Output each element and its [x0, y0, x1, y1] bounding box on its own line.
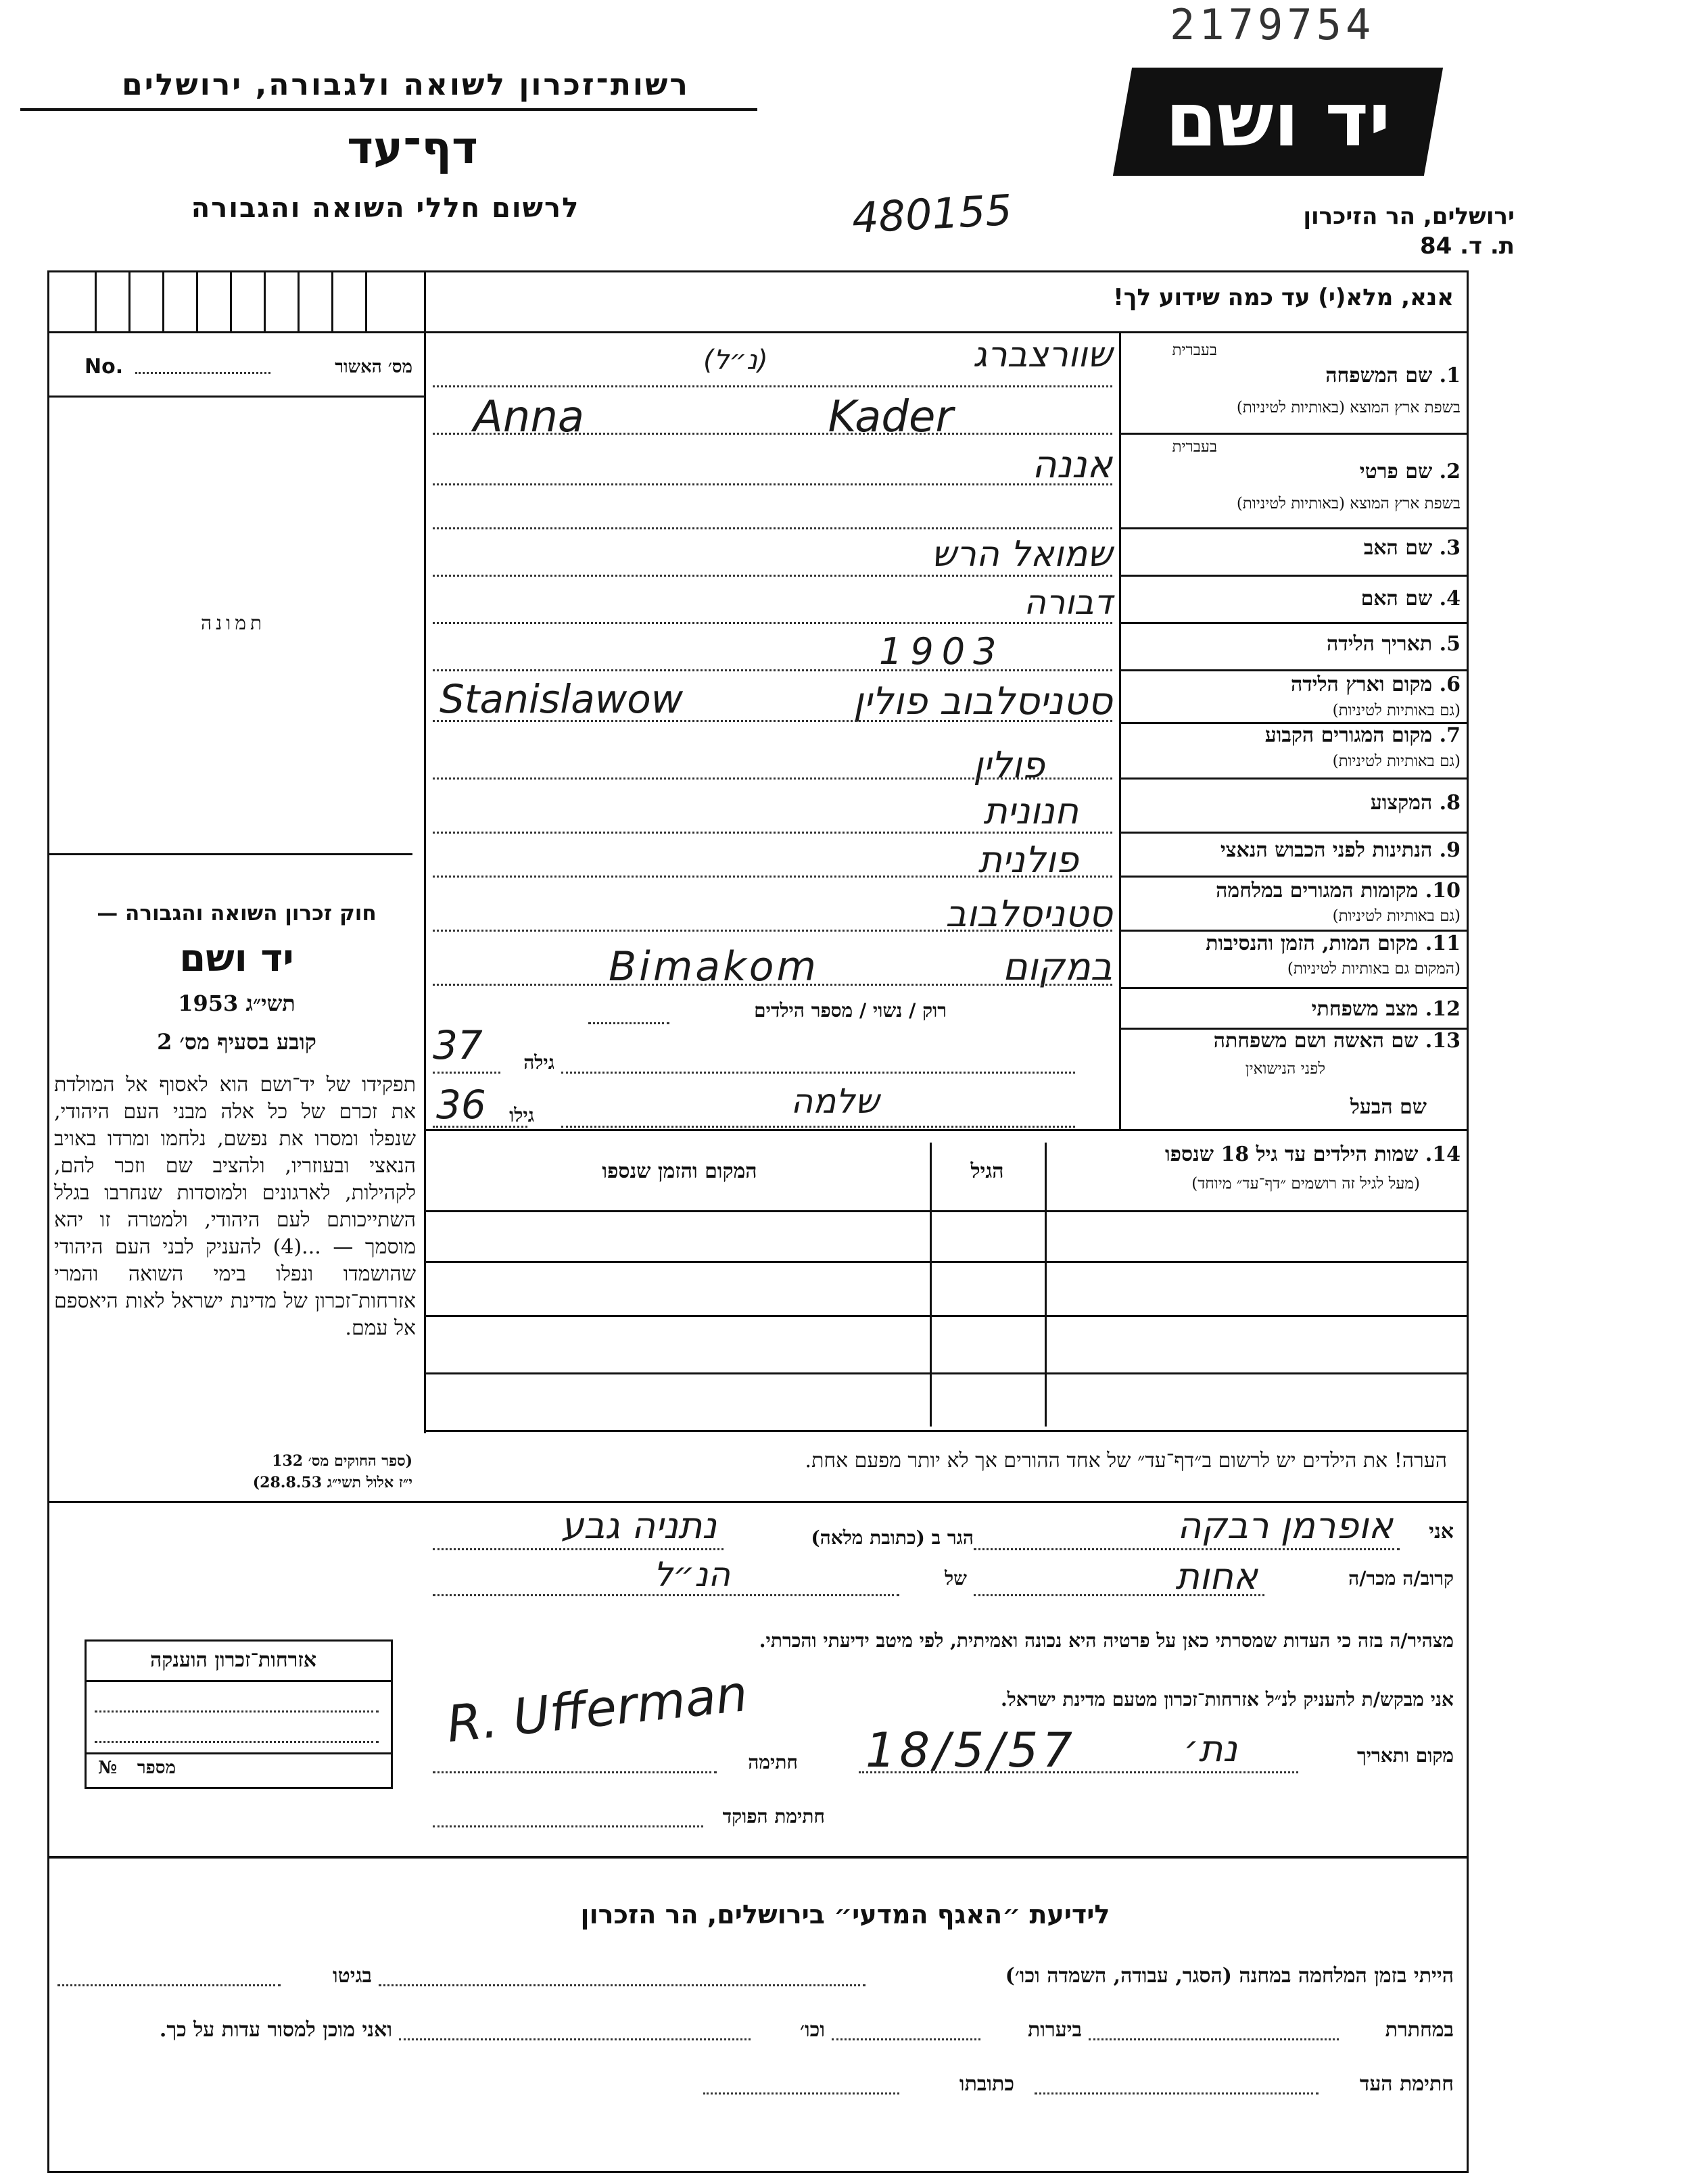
field-10-label: 10. מקומות המגורים במלחמה [1216, 879, 1461, 903]
declarant-request: אני מבקש/ת להעניק לנ״ל אזרחות־זכרון מטעם מדינת ישראל. [1000, 1688, 1454, 1710]
field-6-value[interactable]: סטניסלבוב פולין [853, 679, 1112, 723]
law-source-1: (ספר החוקים מס׳ 132 [272, 1452, 412, 1470]
fields-divider [1119, 331, 1121, 1129]
footer-title: לידיעת ״האגף המדעי״ בירושלים, הר הזכרון [580, 1900, 1110, 1930]
field-3-value[interactable]: שמואל הרש [931, 534, 1112, 575]
husband-age[interactable]: 36 [436, 1082, 486, 1128]
section-divider-children [424, 1129, 1467, 1131]
declarant-of-value[interactable]: הנ״ל [653, 1555, 730, 1594]
officer-signature-line [433, 1825, 703, 1827]
citizenship-box-number-label: מספר [137, 1758, 176, 1778]
footer-line-1a: הייתי בזמן המלחמה במחנה (הסגר, עבודה, השמדה וכו׳) [1005, 1964, 1454, 1988]
place-date-label: מקום ותאריך [1356, 1744, 1454, 1767]
declarant-of-line [433, 1594, 899, 1596]
field-1-line-latin [433, 433, 1112, 435]
authority-name: רשות־זכרון לשואה ולגבורה, ירושלים [122, 68, 690, 102]
footer-divider [47, 1856, 1467, 1859]
field-9-divider [1119, 876, 1467, 878]
field-4-divider [1119, 622, 1467, 624]
footer-line-1b-field[interactable] [57, 1984, 281, 1986]
left-column-divider [424, 270, 426, 1433]
husband-label: שם הבעל [1350, 1095, 1427, 1119]
field-9-value[interactable]: פולנית [978, 838, 1078, 881]
law-body: תפקידו של יד־ושם הוא לאסוף אל המולדת את זכרם של כל אלה מבני העם היהודי, שנפלו ומסרו את נפשם, נלחמו ומרדו באויב הנאצי ובעוזריו, ולהציב שם וזכר להם, לקהילות, לארגונים ולמוסדות שנחרבו בגלל השתייכותם לעם היהודי, ולמטרה זו יהא מוסמך — ...(4) להעניק לבני העם היהודי שהושמדו ונפלו בימי השואה והמרי אזרחות־זכרון של מדינת ישראל לאות היאספם אל עמם. [54, 1073, 416, 1340]
field-7-note: (גם באותיות לטיניות) [1332, 752, 1461, 770]
law-clause: קובע בסעיף מס׳ 2 [157, 1029, 316, 1055]
field-3-divider [1119, 575, 1467, 577]
citizenship-box-number-line [85, 1752, 393, 1754]
field-10-value[interactable]: סטניסלבוב [945, 892, 1112, 935]
instruction-text: אנא, מלא(י) עד כמה שידוע לך! [1113, 284, 1454, 311]
footer-address-field[interactable] [703, 2092, 899, 2094]
field-1-divider [1119, 433, 1467, 435]
date-value[interactable]: 18/5/57 [865, 1723, 1076, 1778]
field-12-label: 12. מצב משפחתי [1311, 997, 1461, 1021]
field-1-note: בשפת ארץ המוצא (באותיות לטיניות) [1236, 399, 1461, 416]
footer-line-3a: חתימת העד [1359, 2072, 1454, 2096]
place-value[interactable]: נת׳ [1183, 1727, 1237, 1770]
approval-number-he-label: מס׳ האשור [335, 357, 412, 377]
grid-strip-bottom [47, 331, 426, 333]
field-1-note-top: בעברית [1172, 341, 1217, 359]
field-11-note: (המקום גם באותיות לטיניות) [1287, 960, 1461, 978]
husband-line [561, 1126, 1075, 1128]
field-13-label: 13. שם האשה ושם משפחתה [1213, 1029, 1461, 1053]
field-6-note: (גם באותיות לטיניות) [1332, 702, 1461, 719]
declarant-statement: מצהיר/ה בזה כי העדות שמסרתי כאן על פרטיה היא נכונה ואמיתית, לפי מיטב ידיעתי והכרתי. [759, 1629, 1454, 1652]
field-8-label: 8. המקצוע [1370, 791, 1461, 815]
approval-number-label: No. [85, 355, 124, 379]
children-col-divider-1 [1045, 1143, 1047, 1427]
children-col-age: הגיל [970, 1159, 1004, 1183]
signature-line [433, 1771, 717, 1773]
field-5-line [433, 669, 1112, 671]
children-remark: הערה! את הילדים יש לרשום ב״דף־עד״ של אחד ההורים אך לא יותר מפעם אחת. [805, 1449, 1447, 1472]
field-4-line [433, 622, 1112, 624]
citizenship-box-line-2 [95, 1741, 379, 1743]
footer-line-2d: ואני מוכן למסור עדות על כך. [159, 2018, 392, 2042]
address-line-1: ירושלים, הר הזיכרון [1303, 203, 1515, 230]
field-2-divider [1119, 527, 1467, 529]
field-1-value-latin[interactable]: Anna Kader [473, 392, 953, 442]
logo-text: יד ושם [1165, 76, 1391, 163]
field-12-options: רוק / נשוי / מספר הילדים [754, 999, 947, 1022]
husband-age-label: גילו [509, 1104, 534, 1126]
address-line-2: ת. ד. 84 [1419, 233, 1515, 260]
citizenship-box-title: אזרחות־זכרון הוענקה [149, 1648, 317, 1672]
field-13-line [561, 1072, 1075, 1074]
field-1-value-hebrew[interactable]: שוורצברג [972, 335, 1112, 375]
file-number: 480155 [851, 185, 1014, 243]
field-8-value[interactable]: חנונית [983, 790, 1078, 832]
photo-label: תמונה [200, 612, 266, 634]
field-12-line [588, 1022, 669, 1024]
field-3-line [433, 575, 1112, 577]
field-2-note-top: בעברית [1172, 438, 1217, 456]
field-1-line-he [433, 385, 1112, 387]
footer-line-2b-field[interactable] [832, 2038, 980, 2040]
declarant-name-line [974, 1548, 1400, 1550]
field-9-line [433, 876, 1112, 878]
declarant-signature-value[interactable]: R. Ufferman [444, 1664, 751, 1754]
declarant-i-label: אני [1429, 1520, 1454, 1543]
field-2-line-latin [433, 527, 1112, 529]
law-name: יד ושם [179, 936, 294, 980]
field-7-divider [1119, 777, 1467, 780]
officer-signature-label: חתימת הפוקד [722, 1805, 825, 1827]
children-row-5 [424, 1430, 1467, 1432]
field-7-line [433, 777, 1112, 780]
form-subtitle: לרשום חללי השואה והגבורה [191, 193, 580, 224]
field-2-label: 2. שם פרטי [1359, 460, 1461, 483]
instruction-underline [424, 331, 1467, 333]
children-row-1 [424, 1210, 1467, 1212]
law-source-2: י״ז אלול תשי״ג 28.8.53) [252, 1474, 412, 1491]
field-13-note: לפני הנישואין [1245, 1060, 1325, 1078]
citizenship-box-no: № [98, 1758, 118, 1778]
field-11-label: 11. מקום המות, הזמן והנסיבות [1206, 932, 1461, 955]
footer-witness-signature-field[interactable] [1035, 2092, 1319, 2094]
field-2-line-he [433, 483, 1112, 485]
field-6-label: 6. מקום וארץ הלידה [1290, 673, 1461, 696]
footer-line-2c: וכו׳ [800, 2018, 825, 2042]
field-7-value[interactable]: פולין [973, 744, 1045, 786]
footer-line-2a: במחתרת [1385, 2018, 1454, 2042]
footer-line-3b: כתובתו [959, 2072, 1014, 2096]
approval-divider [47, 396, 426, 398]
field-13-age-line [433, 1072, 500, 1074]
field-13-age-label: גילה [523, 1051, 554, 1074]
declarant-resides-label: הגר ב (כתובת מלאה) [811, 1527, 974, 1549]
field-2-note: בשפת ארץ המוצא (באותיות לטיניות) [1236, 495, 1461, 512]
children-row-3 [424, 1315, 1467, 1317]
citizenship-box-title-line [85, 1680, 393, 1682]
declarant-name-value[interactable]: אופרמן רבקה [1177, 1504, 1393, 1547]
field-5-divider [1119, 669, 1467, 671]
footer-line-2a-field[interactable] [1089, 2038, 1339, 2040]
field-9-label: 9. הנתינות לפני הכבוש הנאצי [1220, 838, 1461, 862]
field-4-label: 4. שם האם [1360, 587, 1461, 610]
declarant-of-label: של [945, 1567, 967, 1589]
field-4-value[interactable]: דבורה [1024, 583, 1112, 622]
place-date-line [859, 1771, 1298, 1773]
field-10-note: (גם באותיות לטיניות) [1332, 907, 1461, 925]
children-note: (מעל לגיל זה רושמים ״דף־עד״ מיוחד) [1191, 1175, 1420, 1193]
footer-line-1-field[interactable] [379, 1984, 865, 1986]
field-6-line [433, 720, 1112, 722]
children-row-2 [424, 1261, 1467, 1263]
law-year: תשי״ג 1953 [178, 990, 295, 1016]
field-3-label: 3. שם האב [1363, 536, 1461, 560]
photo-bottom-line [47, 853, 412, 855]
children-row-4 [424, 1372, 1467, 1374]
field-11-value[interactable]: במקום [1002, 945, 1112, 989]
field-10-line [433, 930, 1112, 932]
declarant-address-value[interactable]: נתניה גבע [561, 1504, 717, 1547]
form-title: דף־עד [347, 122, 478, 174]
field-8-divider [1119, 832, 1467, 834]
field-8-line [433, 832, 1112, 834]
field-5-label: 5. תאריך הלידה [1327, 632, 1461, 656]
declarant-relation-value[interactable]: אחות [1175, 1555, 1258, 1598]
field-6-value-latin[interactable]: Stanislawow [440, 676, 684, 722]
remark-bottom-line [47, 1501, 1467, 1503]
declarant-relative-label: קרוב/ה מכר/ה [1348, 1567, 1454, 1589]
footer-line-2c-field[interactable] [399, 2038, 751, 2040]
footer-line-2b: ביערות [1027, 2018, 1082, 2042]
field-11-value-latin[interactable]: Bimakom [609, 943, 819, 990]
field-11-line [433, 984, 1112, 986]
field-7-label: 7. מקום המגורים הקבוע [1264, 723, 1461, 747]
children-col-place: המקום והזמן שנספו [602, 1159, 757, 1183]
signature-label: חתימה [748, 1751, 798, 1773]
declarant-relation-line [974, 1594, 1264, 1596]
field-11-divider [1119, 987, 1467, 989]
field-5-value[interactable]: 1903 [879, 630, 1005, 673]
field-1-value-extra: (נ״ל) [703, 345, 768, 376]
declarant-address-line [433, 1548, 723, 1550]
children-col-divider-2 [930, 1143, 932, 1427]
law-heading: חוק זכרון השואה והגבורה — [97, 901, 377, 926]
children-label: 14. שמות הילדים עד גיל 18 שנספו [1164, 1143, 1461, 1166]
citizenship-box-line-1 [95, 1710, 379, 1713]
approval-number-field[interactable] [135, 372, 270, 374]
field-1-label: 1. שם המשפחה [1325, 364, 1461, 387]
footer-line-1b: בגיטו [332, 1964, 372, 1988]
document-number: 2179754 [1170, 0, 1375, 49]
authority-underline [20, 108, 757, 111]
husband-value[interactable]: שלמה [790, 1082, 879, 1121]
field-2-value-hebrew[interactable]: אננה [1032, 443, 1112, 487]
field-13-age[interactable]: 37 [433, 1022, 483, 1068]
